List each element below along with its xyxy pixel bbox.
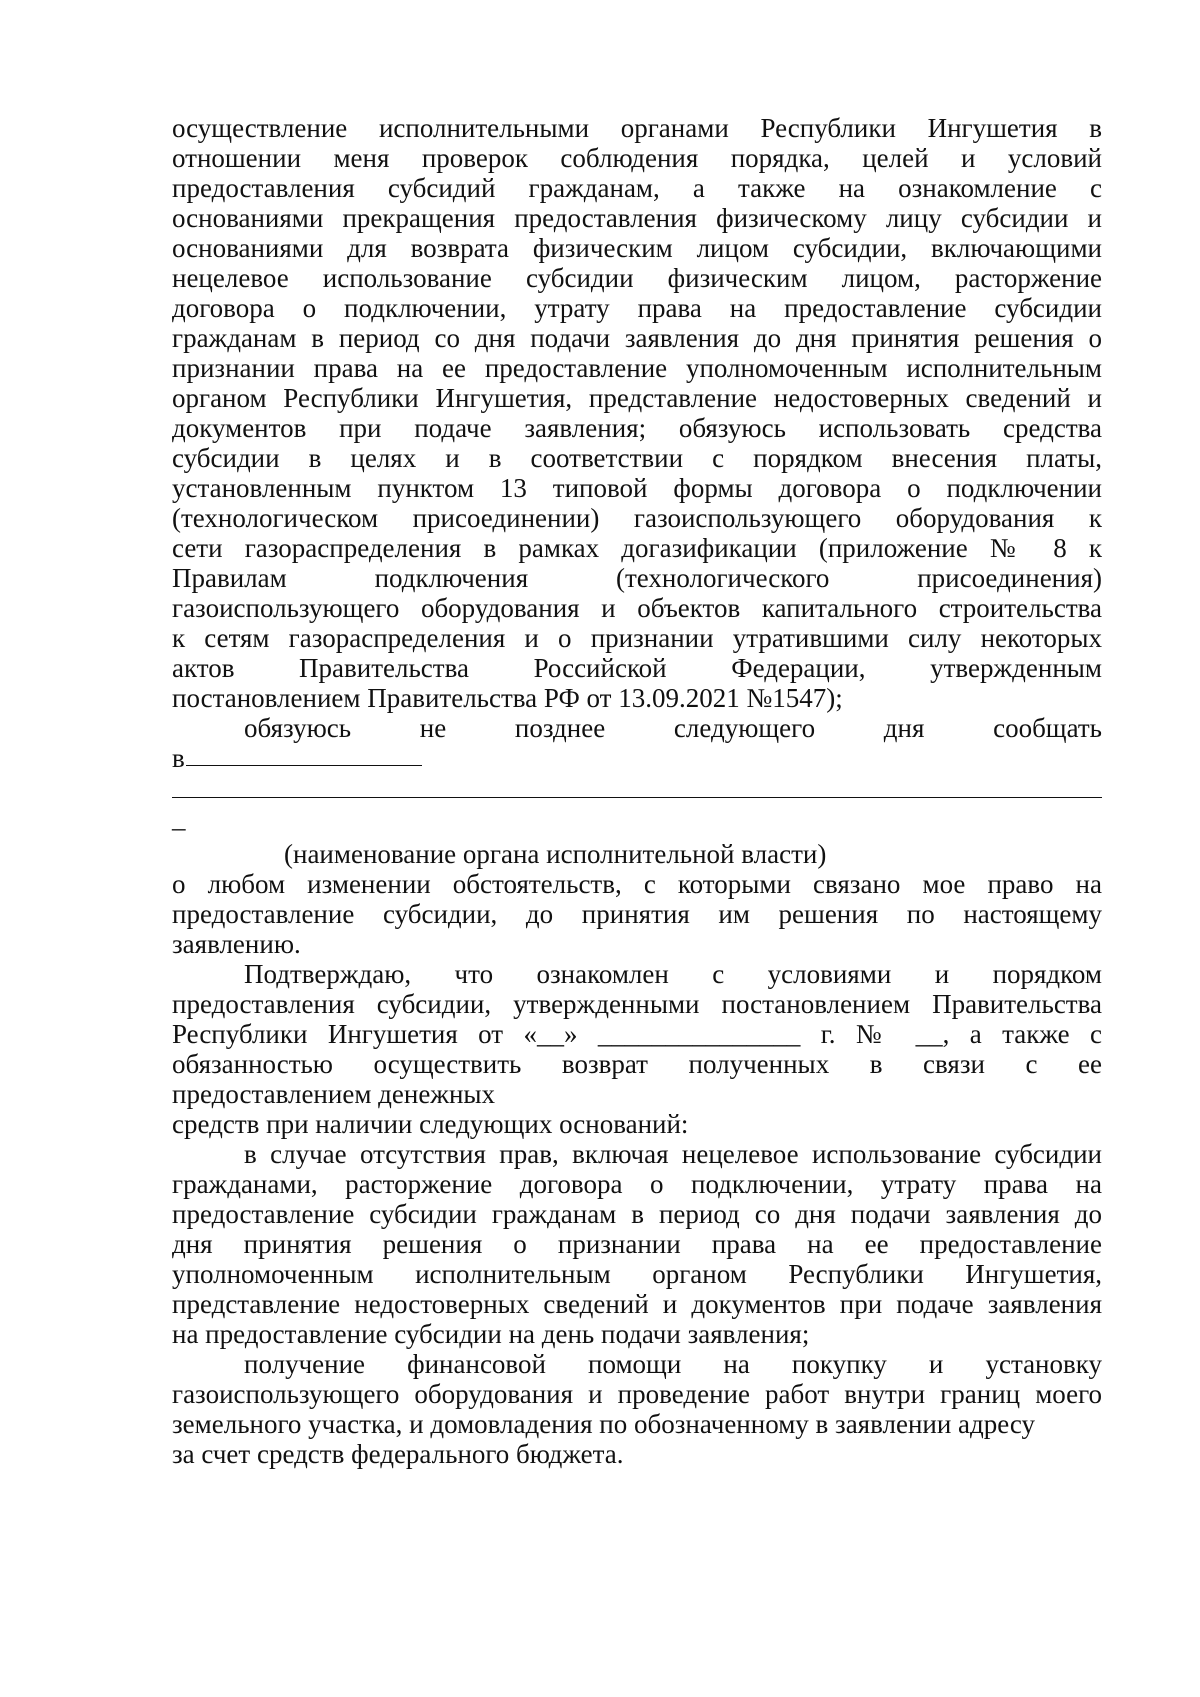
text-line: о любом изменении обстоятельств, с которыми связано мое право на [172, 869, 1102, 899]
authority-short-blank [186, 765, 422, 766]
text-line: предоставление субсидии, до принятия им решения по настоящему [172, 899, 1102, 929]
text-line: признании права на ее предоставление уполномоченным исполнительным [172, 353, 1102, 383]
text-line: газоиспользующего оборудования и проведение работ внутри границ моего [172, 1379, 1102, 1409]
text-line: договора о подключении, утрату права на предоставление субсидии [172, 293, 1102, 323]
text-line: представление недостоверных сведений и документов при подаче заявления [172, 1289, 1102, 1319]
text-line: осуществление исполнительными органами Республики Ингушетия в [172, 113, 1102, 143]
commitment-prefix: в [172, 743, 185, 773]
authority-full-blank [172, 797, 1102, 798]
text-line: предоставления субсидии, утвержденными постановлением Правительства [172, 989, 1102, 1019]
text-line: документов при подаче заявления; обязуюсь использовать средства [172, 413, 1102, 443]
text-line: отношении меня проверок соблюдения порядка, целей и условий [172, 143, 1102, 173]
text-line: за счет средств федерального бюджета. [172, 1439, 624, 1469]
text-line: средств при наличии следующих оснований: [172, 1109, 689, 1139]
text-line: земельного участка, и домовладения по обозначенному в заявлении адресу [172, 1409, 1036, 1439]
text-line: на предоставление субсидии на день подачи заявления; [172, 1319, 810, 1349]
text-line: гражданами, расторжение договора о подключении, утрату права на [172, 1169, 1102, 1199]
text-line: основаниями прекращения предоставления физическому лицу субсидии и [172, 203, 1102, 233]
text-line: сети газораспределения в рамках догазификации (приложение № 8 к [172, 533, 1102, 563]
text-line: предоставления субсидий гражданам, а также на ознакомление с [172, 173, 1102, 203]
text-line: к сетям газораспределения и о признании утратившими силу некоторых [172, 623, 1102, 653]
text-line: субсидии в целях и в соответствии с порядком внесения платы, [172, 443, 1102, 473]
text-line: установленным пунктом 13 типовой формы договора о подключении [172, 473, 1102, 503]
text-line: актов Правительства Российской Федерации, утвержденным [172, 653, 1102, 683]
authority-caption: (наименование органа исполнительной власти) [284, 839, 827, 869]
text-line: Республики Ингушетия от «__» _______________ г. № __, а также с [172, 1019, 1102, 1049]
stray-underscore: _ [172, 803, 186, 833]
text-line: постановлением Правительства РФ от 13.09.2021 №1547); [172, 683, 843, 713]
text-line: в случае отсутствия прав, включая нецелевое использование субсидии [244, 1139, 1102, 1169]
text-line: уполномоченным исполнительным органом Республики Ингушетия, [172, 1259, 1102, 1289]
text-line: получение финансовой помощи на покупку и установку [244, 1349, 1102, 1379]
commitment-line: обязуюсь не позднее следующего дня сообщать [244, 713, 1102, 743]
text-line: (технологическом присоединении) газоиспользующего оборудования к [172, 503, 1102, 533]
text-line: основаниями для возврата физическим лицом субсидии, включающими [172, 233, 1102, 263]
text-line: обязанностью осуществить возврат полученных в связи с ее [172, 1049, 1102, 1079]
text-line: Правилам подключения (технологического присоединения) [172, 563, 1102, 593]
text-line: предоставлением денежных [172, 1079, 496, 1109]
text-line: органом Республики Ингушетия, представление недостоверных сведений и [172, 383, 1102, 413]
text-line: Подтверждаю, что ознакомлен с условиями и порядком [244, 959, 1102, 989]
text-line: предоставление субсидии гражданам в период со дня подачи заявления до [172, 1199, 1102, 1229]
text-line: заявлению. [172, 929, 301, 959]
text-line: газоиспользующего оборудования и объектов капитального строительства [172, 593, 1102, 623]
text-line: нецелевое использование субсидии физическим лицом, расторжение [172, 263, 1102, 293]
text-line: гражданам в период со дня подачи заявления до дня принятия решения о [172, 323, 1102, 353]
text-line: дня принятия решения о признании права на ее предоставление [172, 1229, 1102, 1259]
